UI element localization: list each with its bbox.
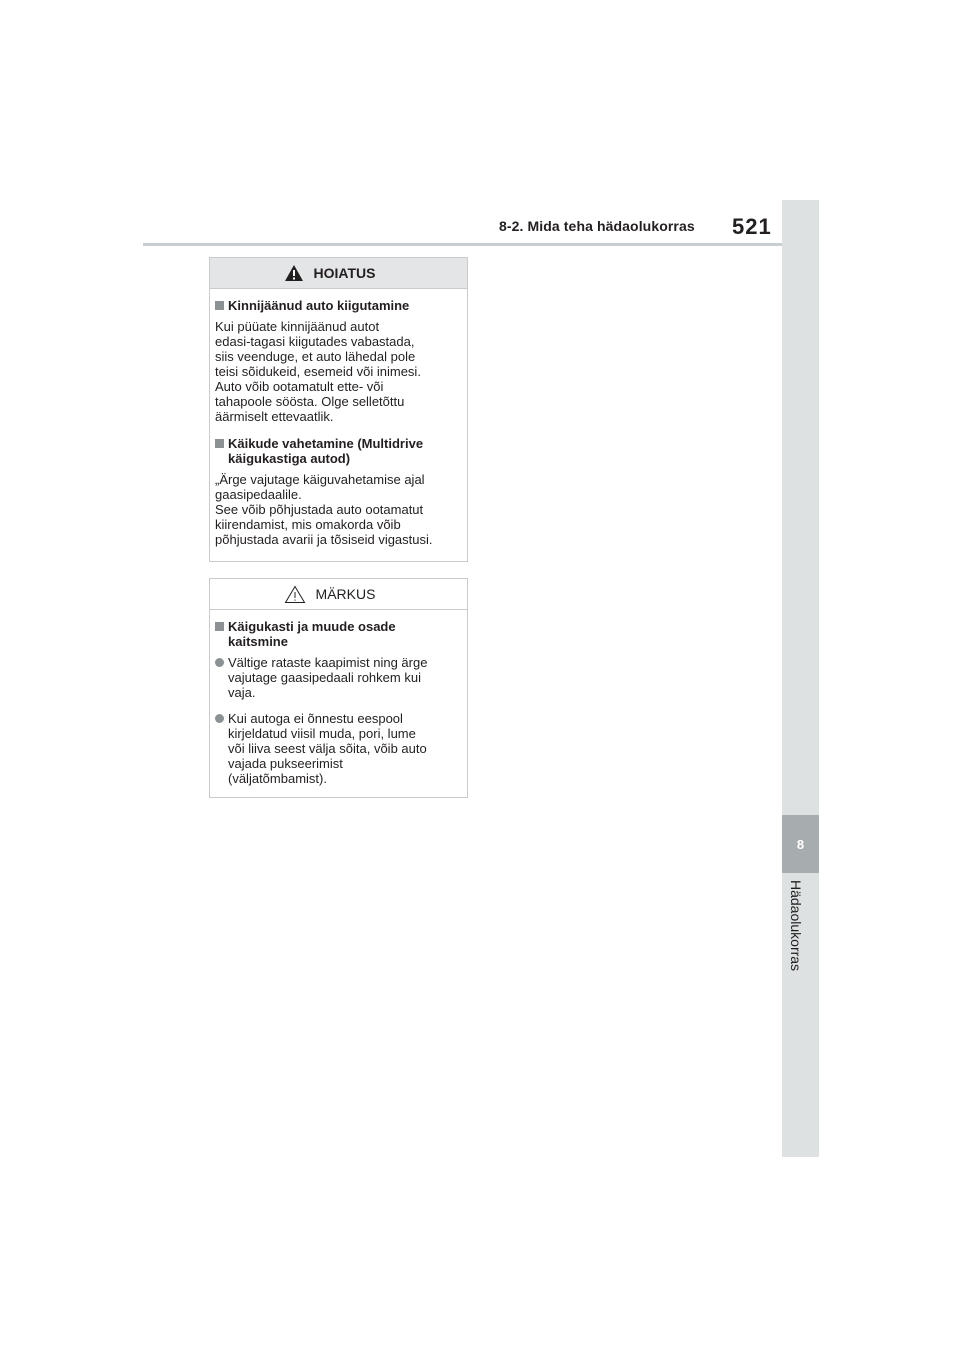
list-item [215, 655, 462, 700]
section-title: 8-2. Mida teha hädaolukorras [499, 218, 695, 234]
warning-triangle-outline-icon [284, 585, 306, 604]
round-bullet-icon [215, 714, 224, 723]
chapter-label [784, 880, 804, 990]
notice-bullet-2: Kui autoga ei õnnestu eespool kirjeldatud viisil muda, pori, lume või liiva seest välja sõita, võib auto vajada pukseerimist (väljatõmbamist). [228, 711, 427, 786]
warning-box-body [210, 289, 467, 547]
notice-box [209, 578, 468, 798]
warning-box-header [210, 258, 467, 289]
warning-box [209, 257, 468, 562]
warning-section-1-text: Kui püüate kinnijäänud autot edasi-tagasi kiigutades vabastada, siis veenduge, et auto lähedal pole teisi sõidukeid, esemeid või inimesi. Auto võib ootamatult ette- või tahapoole söösta. Olge selletõttu äärmiselt ettevaatlik. [215, 319, 421, 424]
warning-section-1-title: Kinnijäänud auto kiigutamine [228, 298, 410, 313]
notice-heading: MÄRKUS [315, 586, 376, 602]
square-bullet-icon [215, 439, 224, 448]
square-bullet-icon [215, 301, 224, 310]
warning-triangle-filled-icon [284, 264, 304, 282]
chapter-number-box [782, 815, 819, 873]
notice-box-header [210, 579, 467, 610]
warning-section-2-text: „Ärge vajutage käiguvahetamise ajal gaasipedaalile. See võib põhjustada auto ootamatut kiirendamist, mis omakorda võib põhjustada avarii ja tõsiseid vigastusi. [215, 472, 433, 547]
warning-section-2-title: Käikude vahetamine (Multidrive käigukastiga autod) [228, 436, 424, 466]
side-tab [782, 200, 819, 1157]
warning-heading: HOIATUS [313, 265, 376, 281]
notice-box-body [210, 610, 467, 786]
round-bullet-icon [215, 658, 224, 667]
chapter-label-text: Hädaolukorras [788, 880, 804, 972]
chapter-number: 8 [796, 836, 805, 852]
warning-section-title [215, 298, 462, 313]
header-rule [143, 243, 782, 246]
notice-section-title-text: Käigukasti ja muude osade kaitsmine [228, 619, 396, 649]
list-item [215, 711, 462, 786]
warning-section-title [215, 436, 462, 466]
notice-bullet-1: Vältige rataste kaapimist ning ärge vajutage gaasipedaali rohkem kui vaja. [228, 655, 428, 700]
notice-section-title [215, 619, 462, 649]
square-bullet-icon [215, 622, 224, 631]
page-number: 521 [732, 214, 772, 239]
